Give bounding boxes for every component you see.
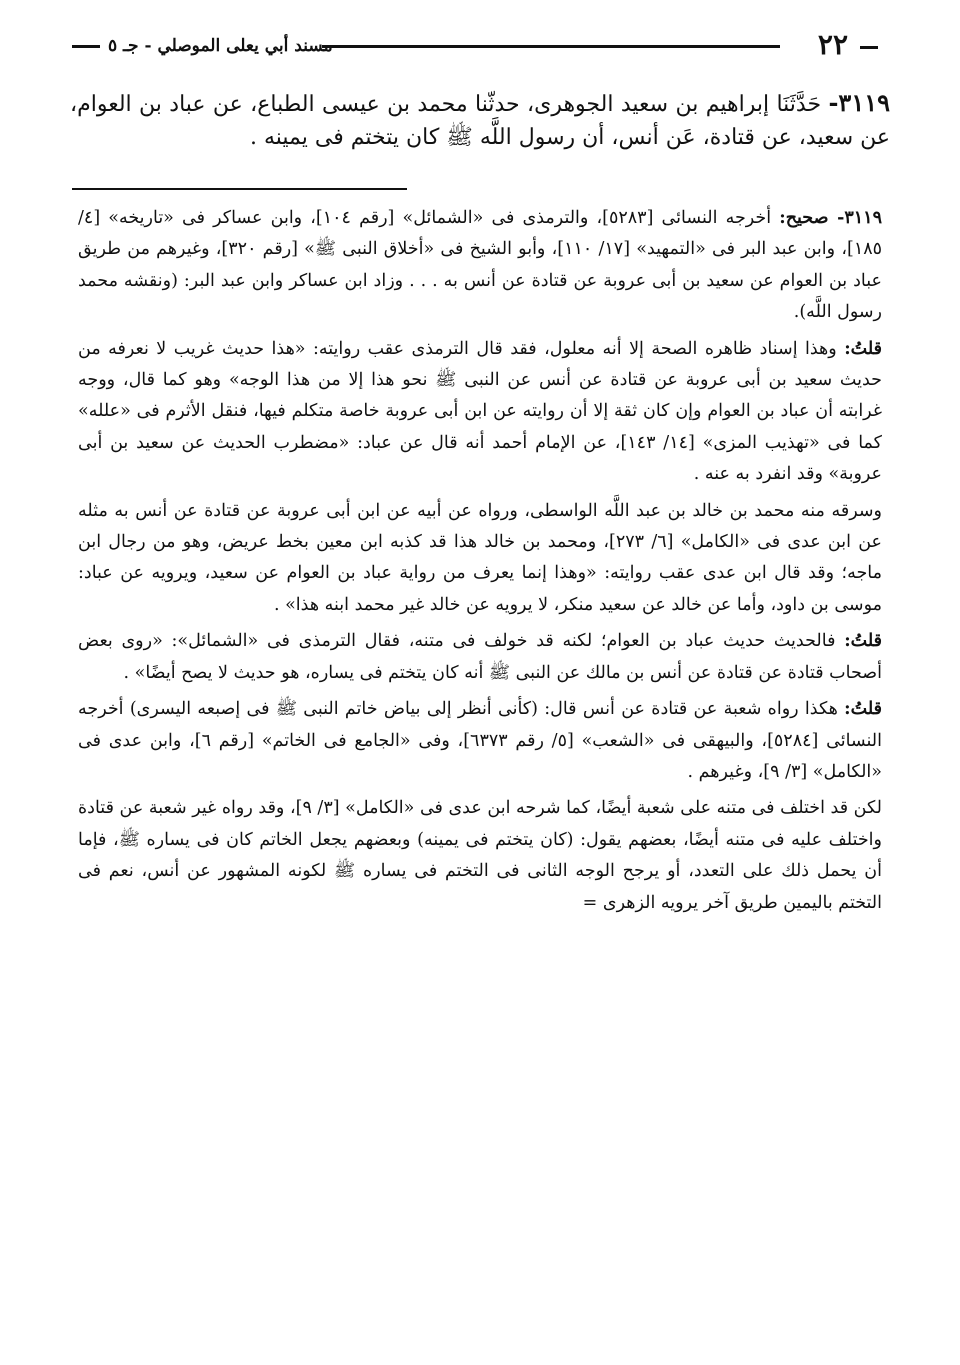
commentary-text: لكن قد اختلف فى متنه على شعبة أيضًا، كما شرحه ابن عدى فى «الكامل» [٣/ ٩]، وقد رواه غير شعبة عن قتادة واختلف عليه فى متنه أيضًا، بعضهم يقول: (كان يتختم فى يمينه) وبعضهم يجعل الخاتم كان فى يساره ﷺ، فإما أن يحمل ذلك على التعدد، أو يرجح الوجه الثانى فى التختم فى يساره ﷺ لكونه المشهور عن أنس، نعم فى التختم باليمين طريق آخر يرويه الزهرى = <box>78 798 882 913</box>
commentary-paragraph <box>78 203 882 329</box>
header-dash-right <box>860 46 878 49</box>
commentary-paragraph <box>78 496 882 622</box>
header-dash-left <box>72 45 100 48</box>
commentary-text: أخرجه النسائى [٥٢٨٣]، والترمذى فى «الشمائل» [رقم ١٠٤]، وابن عساكر فى «تاريخه» [٤/ ١٨٥]، وابن عبد البر فى «التمهيد» [١٧/ ١١٠]، وأبو الشيخ فى «أخلاق النبى ﷺ» [رقم ٣٢٠]، وغيرهم من طريق عباد بن العوام عن سعيد بن أبى عروبة عن قتادة عن أنس به . . . وزاد ابن عساكر وابن عبد البر: (ونقشه محمد رسول اللَّه). <box>78 208 883 323</box>
commentary-text: وهذا إسناد ظاهره الصحة إلا أنه معلول، فقد قال الترمذى عقب روايته: «هذا حديث غريب لا نعرفه من حديث سعيد بن أبى عروبة عن قتادة عن أنس عن النبى ﷺ نحو هذا إلا من هذا الوجه» وهو كما قال، ووجه غرابته أن عباد بن العوام وإن كان ثقة إلا أن روايته عن ابن أبى عروبة خاصة متكلم فيها، فنقل الأثرم فى «علله» كما فى «تهذيب المزى» [١٤/ ١٤٣]، عن الإمام أحمد أنه قال عن عباد: «مضطرب الحديث عن سعيد بن أبى عروبة» وقد انفرد به عنه . <box>78 338 882 485</box>
commentary-text: هكذا رواه شعبة عن قتادة عن أنس قال: (كأنى أنظر إلى بياض خاتم النبى ﷺ فى إصبعه اليسرى) أخرجه النسائى [٥٢٨٤]، والبيهقى فى «الشعب» [٥/ رقم ٦٣٧٣]، وفى «الجامع فى الخاتم» [رقم ٦]، وابن عدى فى «الكامل» [٣/ ٩]، وغيرهم . <box>78 699 882 782</box>
commentary-block <box>78 203 882 924</box>
header-rule <box>322 45 780 48</box>
commentary-text: وسرقه منه محمد بن خالد بن عبد اللَّه الواسطى، ورواه عن أبيه عن ابن أبى عروبة عن قتادة عن أنس به مثله عن ابن عدى فى «الكامل» [٦/ ٢٧٣]، ومحمد بن خالد هذا قد كذبه ابن معين بخط عريض، وهو من رجال ابن ماجه؛ وقد قال ابن عدى عقب روايته: «وهذا إنما يعرف من رواية عباد بن العوام عن سعيد، ويرويه عن عباد: موسى بن داود، وأما عن خالد عن سعيد منكر، لا يرويه عن خالد غير محمد ابنه هذا» . <box>78 500 882 615</box>
hadith-text: حَدَّثَنَا إبراهيم بن سعيد الجوهرى، حدثّنا محمد بن عيسى الطباع، عن عباد بن العوام، عن سعيد، عن قتادة، عَن أنس، أن رسول اللَّه ﷺ كان يتختم فى يمينه . <box>70 92 890 150</box>
hadith-text-block <box>70 86 890 154</box>
commentary-paragraph <box>78 334 882 491</box>
commentary-paragraph <box>78 694 882 788</box>
page-number: ٢٢ <box>817 28 848 61</box>
hadith-number: ٣١١٩- <box>828 88 890 117</box>
commentary-lead: قلتُ: <box>844 631 882 652</box>
commentary-lead: قلتُ: <box>844 338 882 359</box>
commentary-lead: قلتُ: <box>844 699 882 720</box>
commentary-paragraph <box>78 626 882 689</box>
commentary-lead: ٣١١٩- صحيح: <box>779 208 882 228</box>
footnote-separator <box>72 188 407 190</box>
commentary-text: فالحديث حديث عباد بن العوام؛ لكنه قد خولف فى متنه، فقال الترمذى فى «الشمائل»: «روى بعض أصحاب قتادة عن قتادة عن أنس بن مالك عن النبى ﷺ أنه كان يتختم فى يساره، هو حديث لا يصح أيضًا» . <box>78 631 882 683</box>
book-title: مسند أبي يعلى الموصلي - جـ ٥ <box>108 36 333 56</box>
running-header <box>72 26 878 66</box>
commentary-paragraph <box>78 793 882 919</box>
